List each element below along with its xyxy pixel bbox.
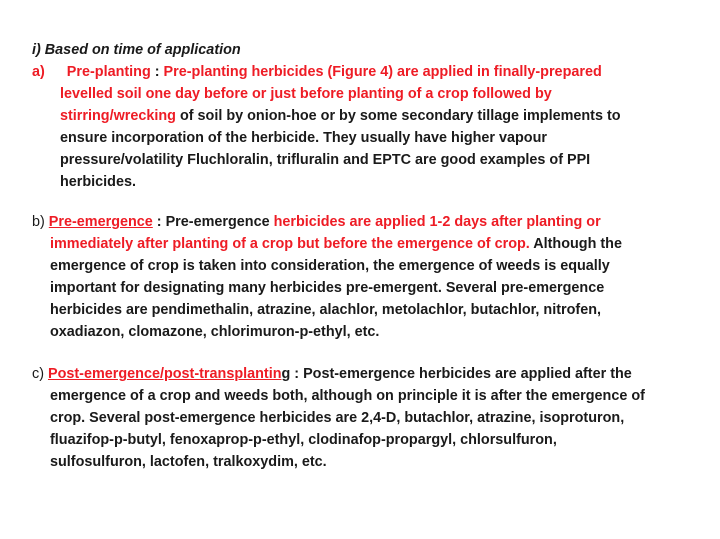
pre-planting-marker: a) <box>32 64 45 80</box>
pre-planting-line-1 <box>32 62 602 84</box>
pre-emergence-line-1 <box>32 212 601 234</box>
pre-planting-text-3-black: of soil by onion-hoe or by some secondary tillage implements to <box>175 108 621 124</box>
pre-emergence-line-3: emergence of crop is taken into consideration, the emergence of weeds is equally <box>50 258 610 274</box>
pre-planting-separator: : <box>150 64 164 80</box>
pre-emergence-text-1: herbicides are applied 1-2 days after planting or <box>273 214 601 230</box>
post-emergence-marker: c) <box>32 366 48 382</box>
post-emergence-title-end: g <box>281 366 291 382</box>
pre-planting-text-3-red: stirring/wrecking <box>60 108 176 124</box>
pre-emergence-line-4: important for designating many herbicides pre-emergent. Several pre-emergence <box>50 280 605 296</box>
post-emergence-title: Post-emergence/post-transplantin <box>48 366 282 382</box>
pre-emergence-title: Pre-emergence <box>48 214 153 230</box>
pre-planting-text-1: Pre-planting herbicides (Figure 4) are applied in finally-prepared <box>163 64 602 80</box>
pre-emergence-text-2-black: Although the <box>529 236 622 252</box>
pre-planting-title: Pre-planting <box>66 64 151 80</box>
pre-planting-line-3 <box>60 106 621 128</box>
post-emergence-line-4: fluazifop-p-butyl, fenoxaprop-p-ethyl, clodinafop-propargyl, chlorsulfuron, <box>50 432 557 448</box>
post-emergence-line-3: crop. Several post-emergence herbicides are 2,4-D, butachlor, atrazine, isoproturon, <box>50 410 625 426</box>
post-emergence-line-5: sulfosulfuron, lactofen, tralkoxydim, etc. <box>50 454 327 470</box>
pre-planting-line-4: ensure incorporation of the herbicide. They usually have higher vapour <box>60 130 547 146</box>
pre-emergence-text-2-red: immediately after planting of a crop but before the emergence of crop. <box>50 236 530 252</box>
pre-emergence-line-2 <box>50 234 622 256</box>
pre-emergence-marker: b) <box>32 214 49 230</box>
pre-emergence-line-5: herbicides are pendimethalin, atrazine, alachlor, metolachlor, butachlor, nitrofen, <box>50 302 601 318</box>
pre-emergence-separator: : Pre-emergence <box>152 214 274 230</box>
post-emergence-line-2: emergence of a crop and weeds both, although on principle it is after the emergence of <box>50 388 645 404</box>
pre-planting-line-5: pressure/volatility Fluchloralin, trifluralin and EPTC are good examples of PPI <box>60 152 591 168</box>
pre-emergence-line-6: oxadiazon, clomazone, chlorimuron-p-ethyl, etc. <box>50 324 380 340</box>
post-emergence-text-1: : Post-emergence herbicides are applied after the <box>290 366 632 382</box>
pre-planting-line-6: herbicides. <box>60 174 136 190</box>
post-emergence-line-1 <box>32 364 632 386</box>
section-heading: i) Based on time of application <box>32 42 241 58</box>
pre-planting-line-2: levelled soil one day before or just before planting of a crop followed by <box>60 86 552 102</box>
